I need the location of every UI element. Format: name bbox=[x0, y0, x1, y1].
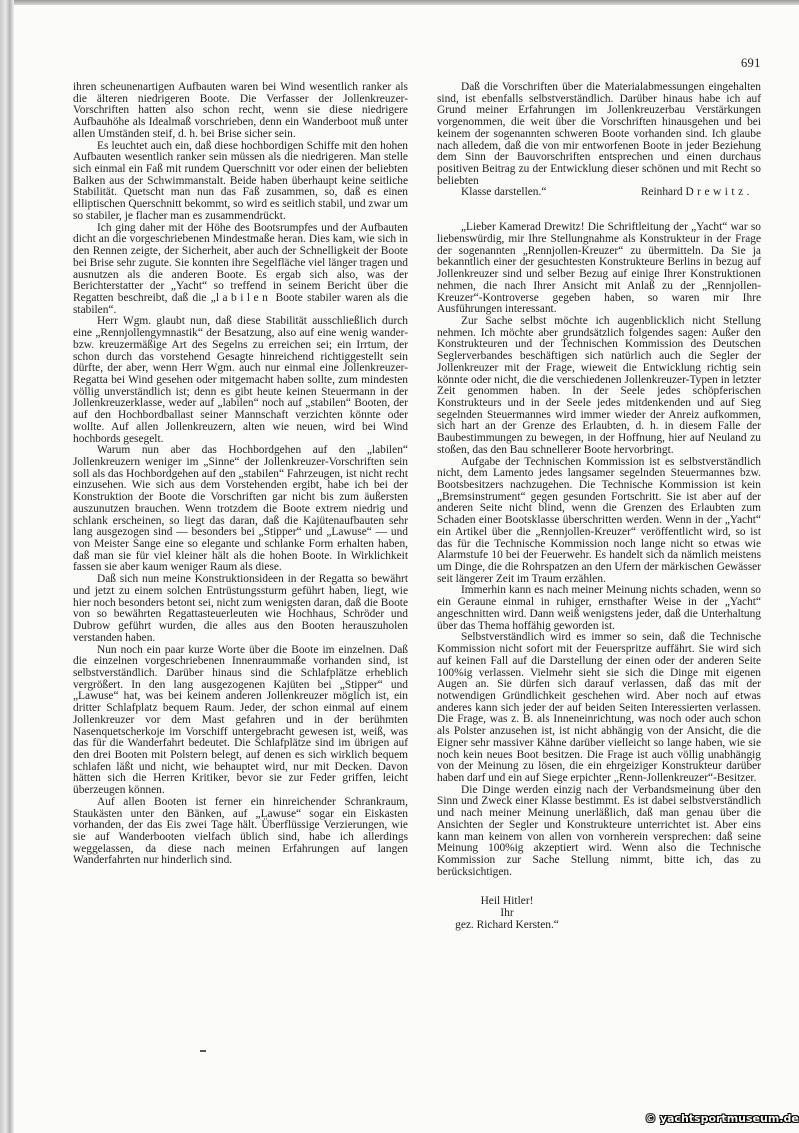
paragraph: Herr Wgm. glaubt nun, daß diese Stabilität ausschließlich durch eine „Rennjollengymnastik“ der Besatzung, also auf eine wenig wander- bzw. kreuzermäßige Art des Segelns zu erreichen sei; ein Irrtum, der schon durch das vorstehend Gesagte hinreichend richtiggestellt sein dürfte, der aber, wenn Herr Wgm. auch nur einmal eine Jollenkreuzer-Regatta bei Wind gesehen oder mitgemacht haben sollte, zum mindesten völlig unverständlich ist; denn es gibt heute keinen Steuermann in der Jollenkreuzerklasse, weder auf „labilen“ noch auf „stabilen“ Booten, der auf den Hochbordballast seiner Mannschaft verzichten könnte oder wollte. Auf allen Jollenkreuzern, alten wie neuen, wird bei Wind hochbords gesegelt. bbox=[73, 315, 408, 445]
right-column bbox=[437, 82, 761, 932]
end-mark bbox=[200, 1050, 206, 1052]
closing-greeting: Heil Hitler! bbox=[480, 895, 534, 908]
paragraph: Daß die Vorschriften über die Materialabmessungen eingehalten sind, ist ebenfalls selbstverständlich. Darüber hinaus habe ich auf Grund meiner Erfahrungen im Jollenkreuzerbau Verstärkungen vorgenommen, die weit über die Vorschriften hinausgehen und bei keinem der sogenannten schweren Boote vorhanden sind. Ich glaube nach alledem, daß die von mir entworfenen Boote in jeder Beziehung dem Sinn der Bauvorschriften entsprechen und einen durchaus positiven Beitrag zu der Entwicklung dieser schönen und mit Recht so beliebten bbox=[437, 81, 761, 187]
watermark: © yachtsportmuseum.de bbox=[645, 1112, 799, 1125]
author-last-name: Drewitz. bbox=[685, 186, 753, 199]
paragraph: Die Dinge werden einzig nach der Verbandsmeinung über den Sinn und Zweck einer Klasse bestimmt. Es ist dabei selbstverständlich und nach meiner Meinung unerläßlich, daß man genau über die Ansichten der Segler und Konstrukteure unterrichtet ist. Aber eins kann man keinem von allen von vornherein versprechen: daß seine Meinung 100%ig akzeptiert wird. Wenn also die Technische Kommission zur Sache Stellung nimmt, bitte ich, das zu berücksichtigen. bbox=[437, 783, 761, 878]
closing-signature: gez. Richard Kersten.“ bbox=[455, 918, 559, 931]
spaced-emphasis: labilen bbox=[215, 291, 272, 304]
closing-line: Ihr bbox=[500, 907, 514, 920]
page-number: 691 bbox=[741, 56, 761, 70]
author-signature bbox=[617, 187, 753, 199]
letter-closing bbox=[437, 896, 761, 931]
paragraph-text: Boote stabiler waren als die stabilen“. bbox=[73, 291, 408, 316]
page-top-edge bbox=[0, 0, 799, 5]
paragraph: Auf allen Booten ist ferner ein hinreichender Schrankraum, Staukästen unter den Bänken, auf „Lawuse“ sogar ein Eiskasten vorhanden, der das Eis zwei Tage hält. Überflüssige Verzierungen, wie sie auf Wanderbooten vielfach üblich sind, habe ich allerdings weggelassen, da diese nach meinen Erfahrungen auf langen Wanderfahrten nur hinderlich sind. bbox=[73, 795, 408, 867]
paragraph-end: Klasse darstellen.“ bbox=[461, 186, 547, 199]
book-spine-shadow bbox=[0, 0, 14, 1133]
paragraph: Daß sich nun meine Konstruktionsideen in der Regatta so bewährt und jetzt zu einem solchen Entrüstungssturm geführt haben, liegt, wie hier noch besonders betont sei, nicht zum wenigsten daran, daß die Boote von so bewährten Regattasteuerleuten wie Hochhaus, Schröder und Dubrow geführt wurden, die alles aus den Booten herauszuholen verstanden haben. bbox=[73, 573, 408, 644]
paragraph: Es leuchtet auch ein, daß diese hochbordigen Schiffe mit den hohen Aufbauten wesentlich ranker sein müssen als die niedrigeren. Man stelle sich einmal ein Faß mit rundem Querschnitt vor oder einen der beliebten Balken aus der Schwimmanstalt. Beide haben überhaupt keine seitliche Stabilität. Quetscht man nun das Faß zusammen, so, daß es einen elliptischen Querschnitt bekommt, so wird es seitlich stabil, und zwar um so stabiler, je flacher man es zusammendrückt. bbox=[73, 139, 408, 222]
signature-line bbox=[437, 187, 761, 199]
paragraph bbox=[73, 223, 408, 317]
left-column bbox=[73, 82, 408, 867]
paragraph: Warum nun aber das Hochbordgehen auf den „labilen“ Jollenkreuzern weniger im „Sinne“ der Jollenkreuzer-Vorschriften sein soll als das Hochbordgehen auf den „stabilen“ Fahrzeugen, ist nicht recht einzusehen. Wie sich aus dem Vorstehenden ergibt, habe ich bei der Konstruktion der Boote die Vorschriften gar nicht bis zum äußersten auszunutzen brauchen. Wenn trotzdem die Boote extrem niedrig und schlank erscheinen, so liegt das daran, daß die Kajütenaufbauten sehr lang ausgezogen sind — besonders bei „Stipper“ und „Lawuse“ — und von Meister Sange eine so elegante und schlanke Form erhalten haben, daß man sie für viel kleiner hält als die hohen Boote. In Wirklichkeit fassen sie aber kaum weniger Raum als diese. bbox=[73, 444, 408, 574]
author-first-name: Reinhard bbox=[640, 186, 683, 199]
paragraph: ihren scheunenartigen Aufbauten waren bei Wind wesentlich ranker als die älteren niedrigeren Boote. Die Verfasser der Jollenkreuzer-Vorschriften hatten also schon recht, wenn sie diese niedrigere Aufbauhöhe als Idealmaß vorschrieben, denn ein Wanderboot muß unter allen Umständen steif, d. h. bei Brise sicher sein. bbox=[73, 81, 408, 140]
paragraph: Nun noch ein paar kurze Worte über die Boote im einzelnen. Daß die einzelnen vorgeschriebenen Innenraummaße vorhanden sind, ist selbstverständlich. Darüber hinaus sind die Schlafplätze erheblich vergrößert. In den lang ausgezogenen Kajüten bei „Stipper“ und „Lawuse“ hat, was bei keinem anderen Jollenkreuzer möglich ist, ein dritter Schlafplatz bequem Raum. Jeder, der schon einmal auf einem Jollenkreuzer vor dem Mast gefahren und in der berühmten Nasenquetscherkoje im Vorschiff untergebracht gewesen ist, weiß, was das für die Wanderfahrt bedeutet. Die Schlafplätze sind im übrigen auf den drei Booten mit Polstern belegt, auf denen es sich wirklich bequem schlafen läßt und nicht, wie behauptet wird, nur mit Decken. Davon hätten sich die Herren Kritiker, bevor sie zur Feder griffen, leicht überzeugen können. bbox=[73, 643, 408, 797]
paragraph: Zur Sache selbst möchte ich augenblicklich nicht Stellung nehmen. Ich möchte aber grundsätzlich folgendes sagen: Außer den Konstrukteuren und der Technischen Kommission des Deutschen Seglerverbandes beschäftigen sich natürlich auch die Segler der Jollenkreuzer mit der Frage, wieweit die Entwicklung richtig sein könnte oder nicht, die die verschiedenen Jollenkreuzer-Typen in letzter Zeit genommen haben. In der Seele jedes schöpferischen Konstrukteurs und in der Seele jedes mitdenkenden und auf Sieg segelnden Steuermannes wird immer wieder der Anreiz aufkommen, sich hart an der Grenze des Erlaubten, d. h. in diesem Falle der Baubestimmungen zu bewegen, in der Hoffnung, hier auf Neuland zu stoßen, das den Bau schnellerer Boote hervorbringt. bbox=[437, 314, 761, 456]
paragraph: „Lieber Kamerad Drewitz! Die Schriftleitung der „Yacht“ war so liebenswürdig, mir Ihre Stellungnahme als Konstrukteur in der Frage der sogenannten „Rennjollen-Kreuzer“ zu übermitteln. Da Sie ja bekanntlich einer der gesuchtesten Konstrukteure Berlins in bezug auf Jollenkreuzer sind und selber Bezug auf einige Ihrer Konstruktionen nehmen, die nach Ihrer Ansicht mit Anlaß zu der „Rennjollen-Kreuzer“-Kontroverse gegeben haben, so waren mir Ihre Ausführungen interessant. bbox=[437, 221, 761, 316]
paragraph: Selbstverständlich wird es immer so sein, daß die Technische Kommission nicht sofort mit der Feuerspritze auffährt. Sie wird sich auf keinen Fall auf die Darstellung der einen oder der anderen Seite 100%ig verlassen. Vielmehr sieht sie sich die Dinge mit eigenen Augen an. Sie dürfen sich darauf verlassen, daß das mit der notwendigen Gründlichkeit geschehen wird. Aber noch auf etwas anderes kann sich jeder der auf beiden Seiten Interessierten verlassen. Die Frage, was z. B. als Inneneinrichtung, was noch oder auch schon als Polster anzusehen ist, ist nicht abhängig von der Ansicht, die die Eigner sehr massiver Kähne darüber vielleicht so lange haben, wie sie noch kein neues Boot besitzen. Die Frage ist auch völlig unabhängig von der Meinung zu lösen, die ein ehrgeiziger Konstrukteur darüber haben darf und ein auf Siege erpichter „Renn-Jollenkreuzer“-Besitzer. bbox=[437, 631, 761, 784]
paragraph-text: Ich ging daher mit der Höhe des Bootsrumpfes und der Aufbauten dicht an die vorgeschriebenen Mindestmaße heran. Dies kam, wie sich in den Rennen zeigte, der Sicherheit, aber auch der Schnelligkeit der Boote bei Brise sehr zugute. Sie konnten ihre Segelfläche viel länger tragen und ausnutzen als die anderen Boote. Es ergab sich also, was der Berichterstatter der „Yacht“ so treffend in seinem Bericht über die Regatten beschreibt, daß die „ bbox=[73, 221, 408, 304]
paragraph: Aufgabe der Technischen Kommission ist es selbstverständlich nicht, dem Lamento jedes langsamer segelnden Steuermannes bzw. Bootsbesitzers nachzugehen. Die Technische Kommission ist kein „Bremsinstrument“ gegen gesunden Fortschritt. Sie ist aber auf der anderen Seite nicht blind, wenn die Grenzen des Erlaubten zum Schaden einer Bootsklasse überschritten werden. Wenn in der „Yacht“ ein Artikel über die „Rennjollen-Kreuzer“ veröffentlicht wird, so ist das für die Technische Kommission noch lange nicht so etwas wie Alarmstufe 10 bei der Feuerwehr. Es handelt sich da nämlich meistens um Dinge, die die Rohrspatzen an den Ufern der märkischen Gewässer seit längerer Zeit im Traum erzählen. bbox=[437, 455, 761, 585]
section-gap bbox=[437, 199, 761, 222]
paragraph: Immerhin kann es nach meiner Meinung nichts schaden, wenn so ein Geraune einmal in ruhiger, ernsthafter Weise in der „Yacht“ angeschnitten wird. Dann weiß wenigstens jeder, daß die Unterhaltung über das Thema hoffähig geworden ist. bbox=[437, 584, 761, 632]
